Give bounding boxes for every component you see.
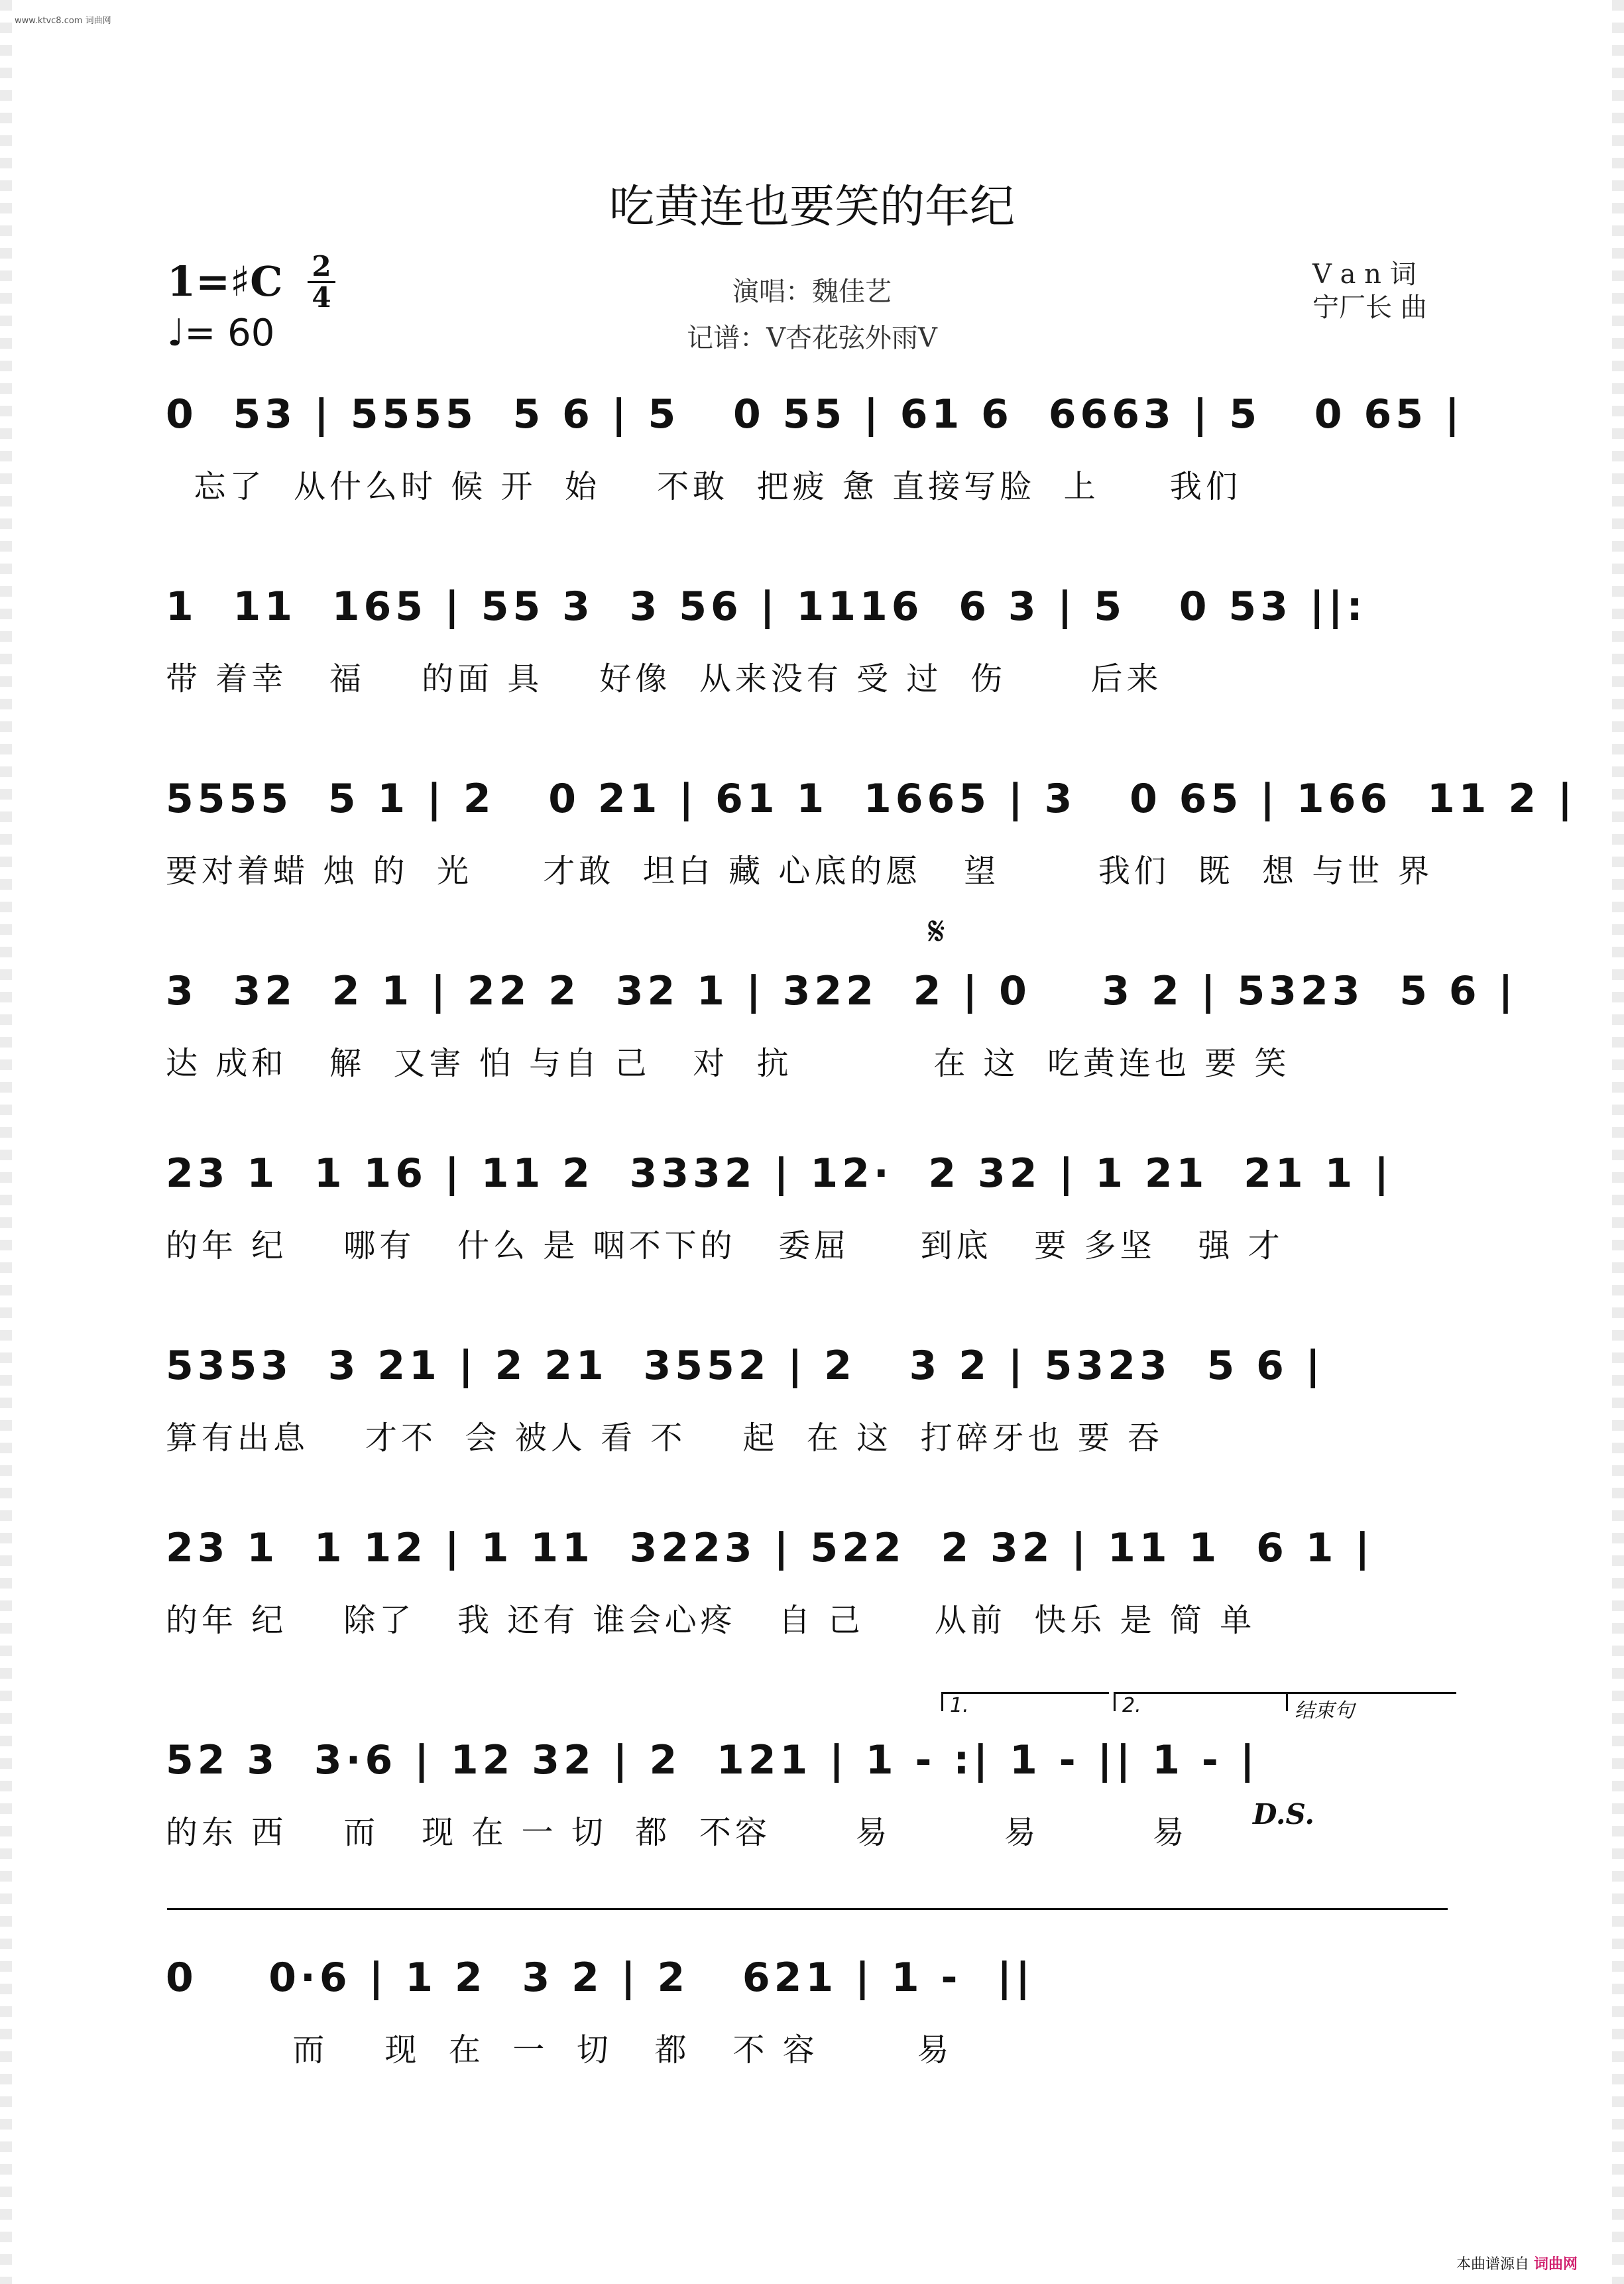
footer-source: [1456, 2253, 1578, 2273]
lyrics-line: 带 着幸 福 的面 具 好像 从来没有 受 过 伤 后来: [166, 660, 1163, 697]
dal-segno-mark: D.S.: [1253, 1798, 1315, 1831]
notes-line: 3 32 2 1 | 22 2 32 1 | 322 2 | 0 3 2 | 5323 5 6 |: [166, 968, 1517, 1014]
segno-sign: 𝄋: [928, 908, 945, 955]
notes-line: 52 3 3·6 | 12 32 | 2 121 | 1 - :| 1 - || 1 - |: [166, 1737, 1259, 1783]
volta-first-ending: 1.: [941, 1692, 1109, 1711]
composer-credit: 宁厂长 曲: [1312, 292, 1427, 323]
lyrics-line: 算有出息 才不 会 被人 看 不 起 在 这 打碎牙也 要 吞: [166, 1419, 1164, 1457]
lyrics-line: 的年 纪 哪有 什么 是 咽不下的 委屈 到底 要 多坚 强 才: [166, 1227, 1284, 1264]
key-signature: 1=♯C: [167, 257, 283, 306]
notes-line: 0 0·6 | 1 2 3 2 | 2 621 | 1 - ||: [166, 1954, 1035, 2001]
volta-second-ending: 2.: [1114, 1692, 1288, 1711]
lyrics-line: 忘了 从什么时 候 开 始 不敢 把疲 惫 直接写脸 上 我们: [166, 468, 1242, 505]
lyrics-line: 要对着蜡 烛 的 光 才敢 坦白 藏 心底的愿 望 我们 既 想 与世 界: [166, 853, 1434, 890]
notes-line: 1 11 165 | 55 3 3 56 | 1116 6 3 | 5 0 53 ||:: [166, 583, 1367, 630]
time-signature-top: 2: [312, 250, 331, 282]
song-title: 吃黄连也要笑的年纪: [609, 181, 1015, 233]
notes-line: 23 1 1 16 | 11 2 3332 | 12· 2 32 | 1 21 21 1 |: [166, 1150, 1393, 1197]
tempo-marking: ♩= 60: [167, 312, 275, 355]
notes-line: 5555 5 1 | 2 0 21 | 61 1 1665 | 3 0 65 | 166 11 2 |: [166, 776, 1576, 822]
coda-rule: [167, 1908, 1448, 1910]
transcriber-credit: 记谱：V杏花弦外雨V: [687, 323, 937, 353]
notes-line: 23 1 1 12 | 1 11 3223 | 522 2 32 | 11 1 6 1 |: [166, 1525, 1374, 1571]
site-logo[interactable]: 词曲网: [1533, 2256, 1578, 2273]
lyricist-credit: V a n 词: [1312, 259, 1417, 290]
singer-credit: 演唱：魏佳艺: [732, 276, 892, 307]
time-signature-bottom: 4: [312, 281, 331, 314]
notes-line: 0 53 | 5555 5 6 | 5 0 55 | 61 6 6663 | 5 0 65 |: [166, 391, 1464, 438]
lyrics-line: 的年 纪 除了 我 还有 谁会心疼 自 己 从前 快乐 是 简 单: [166, 1602, 1256, 1639]
lyrics-line: 而 现 在 一 切 都 不 容 易: [166, 2031, 953, 2069]
lyrics-line: 达 成和 解 又害 怕 与自 己 对 抗 在 这 吃黄连也 要 笑: [166, 1045, 1291, 1082]
footer-text: 本曲谱源自: [1456, 2256, 1529, 2273]
notes-line: 5353 3 21 | 2 21 3552 | 2 3 2 | 5323 5 6 |: [166, 1343, 1324, 1389]
lyrics-line: 的东 西 而 现 在 一 切 都 不容 易 易 易: [166, 1814, 1189, 1851]
site-url: www.ktvc8.com 词曲网: [15, 16, 111, 26]
volta-ending-phrase: 结束句: [1286, 1692, 1456, 1711]
